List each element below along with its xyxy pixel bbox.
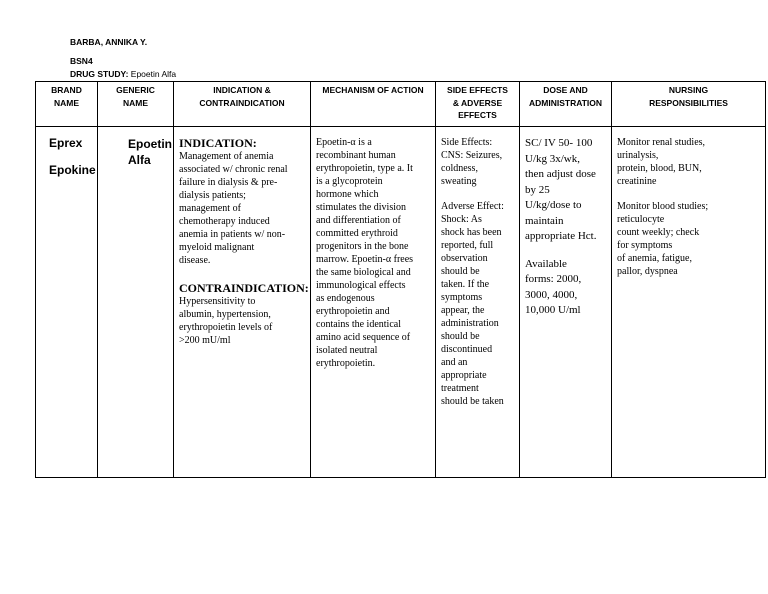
adverse-effects-text [441, 200, 515, 408]
text-line: recombinant human [316, 150, 396, 161]
text-line: CNS: Seizures, [441, 150, 503, 161]
text-line: U/kg/dose to [525, 199, 582, 211]
text-line: pallor, dyspnea [617, 266, 678, 277]
text-line: erythropoietin levels of [179, 322, 273, 333]
table-row [36, 127, 766, 478]
text-line: urinalysis, [617, 150, 659, 161]
text-line: 10,000 U/ml [525, 304, 581, 316]
contraindication-label: CONTRAINDICATION: [179, 281, 309, 295]
col-header-dose [520, 82, 612, 127]
col-header-brand-name [36, 82, 98, 127]
text-line: isolated neutral [316, 345, 378, 356]
text-line: SC/ IV 50- 100 [525, 137, 593, 149]
col-header-side-effects [436, 82, 520, 127]
text-line: should be taken [441, 396, 504, 407]
student-name: BARBA, ANNIKA Y. [70, 37, 148, 47]
text-line: NAME [122, 97, 149, 108]
text-line: Epoetin [128, 137, 172, 151]
text-line: & ADVERSE [452, 97, 503, 108]
text-line: should be [441, 266, 480, 277]
text-line: albumin, hypertension, [179, 309, 271, 320]
text-line: dialysis patients; [179, 190, 246, 201]
text-line: of anemia, fatigue, [617, 253, 692, 264]
course-label: BSN4 [70, 56, 93, 66]
text-line: U/kg 3x/wk, [525, 152, 580, 165]
text-line: Monitor blood studies; [617, 201, 709, 212]
text-line: symptoms [441, 292, 483, 303]
text-line: shock has been [441, 227, 502, 238]
text-line: ADMINISTRATION [528, 97, 603, 108]
text-line: DOSE AND [543, 85, 588, 95]
text-line: creatinine [617, 176, 657, 187]
text-line: Adverse Effect: [441, 201, 504, 212]
drug-study-label: DRUG STUDY: [70, 69, 129, 79]
nursing-text [617, 200, 761, 278]
text-line: hormone which [316, 189, 379, 200]
contraindication-text [179, 295, 306, 347]
text-line: management of [179, 203, 241, 214]
text-line: appropriate [441, 370, 487, 381]
text-line: erythropoietin, type a. It [316, 163, 413, 174]
text-line: and differentiation of [316, 215, 401, 226]
text-line: sweating [441, 176, 477, 187]
col-header-mechanism [311, 82, 436, 127]
text-line: CONTRAINDICATION [199, 97, 285, 108]
text-line: reported, full [441, 240, 494, 251]
mechanism-cell [311, 127, 436, 478]
text-line: 3000, 4000, [525, 288, 578, 301]
text-line: by 25 [525, 183, 550, 196]
text-line: >200 mU/ml [179, 335, 231, 346]
text-line: and an [441, 357, 468, 368]
col-header-generic-name [98, 82, 174, 127]
text-line: progenitors in the bone [316, 241, 409, 252]
nursing-text [617, 136, 761, 188]
text-line: anemia in patients w/ non- [179, 229, 286, 240]
text-line: forms: 2000, [525, 273, 582, 285]
text-line: Epoetin-α is a [316, 137, 372, 148]
drug-study-table [35, 81, 766, 478]
text-line: then adjust dose [525, 168, 596, 180]
dose-text [525, 136, 607, 245]
text-line: Shock: As [441, 214, 482, 225]
text-line: committed erythroid [316, 228, 398, 239]
text-line: erythropoietin and [316, 306, 390, 317]
text-line: immunological effects [316, 280, 406, 291]
text-line: Hypersensitivity to [179, 296, 256, 307]
text-line: disease. [179, 255, 211, 266]
text-line: stimulates the division [316, 202, 406, 213]
brand-name: Eprex [49, 136, 83, 150]
indication-text [179, 150, 306, 267]
text-line: coldness, [441, 163, 478, 174]
text-line: Available [525, 257, 567, 270]
text-line: erythropoietin. [316, 358, 376, 369]
text-line: protein, blood, BUN, [617, 163, 702, 174]
text-line: INDICATION & [213, 85, 271, 95]
available-forms-text [525, 257, 607, 319]
text-line: the same biological and [316, 267, 411, 278]
dose-cell [520, 127, 612, 478]
text-line: appropriate Hct. [525, 230, 597, 242]
text-line: myeloid malignant [179, 242, 255, 253]
text-line: NAME [53, 97, 80, 108]
text-line: EFFECTS [458, 110, 497, 120]
side-effects-cell [436, 127, 520, 478]
drug-study-title [70, 69, 176, 80]
text-line: amino acid sequence of [316, 332, 411, 343]
text-line: Management of anemia [179, 151, 274, 162]
text-line: BRAND [51, 85, 82, 95]
text-line: as endogenous [316, 293, 375, 304]
text-line: RESPONSIBILITIES [649, 97, 728, 108]
indication-cell [174, 127, 311, 478]
text-line: is a glycoprotein [316, 176, 383, 187]
text-line: MECHANISM OF ACTION [322, 85, 424, 95]
text-line: Monitor renal studies, [617, 137, 706, 148]
drug-study-name: Epoetin Alfa [130, 69, 177, 79]
text-line: Side Effects: [441, 137, 493, 148]
text-line: associated w/ chronic renal [179, 164, 288, 175]
side-effects-text [441, 136, 515, 188]
indication-label: INDICATION: [179, 136, 257, 150]
text-line: failure in dialysis & pre- [179, 177, 278, 188]
generic-name-cell [98, 127, 174, 478]
text-line: treatment [441, 383, 479, 394]
text-line: maintain [525, 214, 564, 227]
text-line: should be [441, 331, 480, 342]
text-line: observation [441, 253, 488, 264]
text-line: reticulocyte [617, 214, 665, 225]
text-line: NURSING [668, 85, 709, 95]
col-header-indication [174, 82, 311, 127]
text-line: chemotherapy induced [179, 216, 270, 227]
table-header-row [36, 82, 766, 127]
nursing-cell [612, 127, 766, 478]
text-line: SIDE EFFECTS [447, 85, 508, 95]
text-line: administration [441, 318, 499, 329]
text-line: GENERIC [116, 85, 155, 95]
text-line: Alfa [128, 153, 151, 167]
text-line: count weekly; check [617, 227, 700, 238]
text-line: taken. If the [441, 279, 490, 290]
text-line: contains the identical [316, 319, 401, 330]
col-header-nursing [612, 82, 766, 127]
brand-name: Epokine [49, 163, 96, 177]
brand-names-cell [36, 127, 98, 478]
text-line: discontinued [441, 344, 493, 355]
text-line: for symptoms [617, 240, 673, 251]
text-line: appear, the [441, 305, 485, 316]
text-line: marrow. Epoetin-α frees [316, 254, 414, 265]
